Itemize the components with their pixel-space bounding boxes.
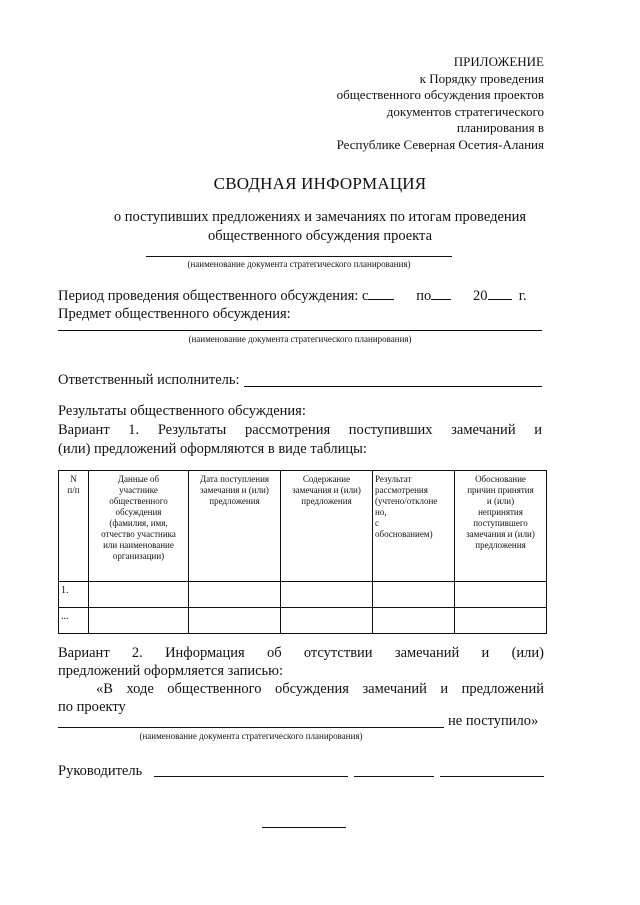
word: предложений bbox=[461, 681, 544, 697]
table-cell: 1. bbox=[59, 582, 89, 608]
word: поступивших bbox=[348, 422, 433, 438]
header-text: N п/п bbox=[67, 474, 80, 495]
period-to-label: по bbox=[416, 288, 432, 304]
bottom-separator bbox=[262, 827, 346, 828]
period-year-blank[interactable] bbox=[488, 299, 512, 300]
header-number bbox=[59, 471, 89, 582]
table-cell[interactable] bbox=[281, 608, 373, 634]
responsible-label: Ответственный исполнитель: bbox=[58, 372, 240, 388]
header-result bbox=[373, 471, 455, 582]
word: замечаний bbox=[362, 681, 427, 697]
head-label: Руководитель bbox=[58, 763, 143, 779]
subject-blank[interactable] bbox=[58, 330, 542, 331]
table-cell[interactable] bbox=[373, 608, 455, 634]
subtitle-line-1: о поступивших предложениях и замечаниях по итогам проведения bbox=[113, 209, 527, 225]
table-cell[interactable] bbox=[455, 608, 547, 634]
head-signature-blank[interactable] bbox=[354, 776, 434, 777]
table-row bbox=[59, 582, 547, 608]
results-label: Результаты общественного обсуждения: bbox=[58, 403, 306, 419]
appendix-line: планирования в bbox=[456, 120, 544, 136]
word: Вариант bbox=[58, 422, 110, 438]
period-year-label: 20 bbox=[473, 288, 488, 304]
period-to-blank[interactable] bbox=[431, 299, 451, 300]
document-title: СВОДНАЯ ИНФОРМАЦИЯ bbox=[213, 174, 427, 193]
period-from-blank[interactable] bbox=[368, 299, 394, 300]
word: Информация bbox=[165, 645, 245, 661]
document-subtitle bbox=[0, 208, 640, 246]
word: 2. bbox=[131, 645, 143, 661]
subject-caption: (наименование документа стратегического планирования) bbox=[188, 334, 412, 344]
table-cell: ... bbox=[59, 608, 89, 634]
table-cell[interactable] bbox=[373, 582, 455, 608]
subtitle-line-2: общественного обсуждения проекта bbox=[207, 228, 433, 244]
word: «В bbox=[96, 681, 113, 697]
word: (или) bbox=[511, 645, 544, 661]
table-cell[interactable] bbox=[89, 582, 189, 608]
results-table bbox=[58, 470, 547, 634]
no-comments-project-blank[interactable] bbox=[58, 727, 444, 728]
appendix-line: к Порядку проведения bbox=[419, 70, 544, 86]
table-cell[interactable] bbox=[281, 582, 373, 608]
head-date-blank[interactable] bbox=[440, 776, 544, 777]
head-name-blank[interactable] bbox=[154, 776, 348, 777]
word: обсуждения bbox=[274, 681, 349, 697]
header-text: Данные об участнике общественного обсуждения (фамилия, имя, отчество участника или наименование организации) bbox=[101, 474, 176, 561]
word: и bbox=[481, 645, 490, 661]
header-justification bbox=[455, 471, 547, 582]
variant2-quote-line2: по проекту bbox=[58, 699, 126, 715]
table-cell[interactable] bbox=[455, 582, 547, 608]
header-date bbox=[189, 471, 281, 582]
responsible-blank[interactable] bbox=[244, 386, 542, 387]
header-text: Содержание замечания и (или) предложения bbox=[292, 474, 361, 506]
table-cell[interactable] bbox=[189, 608, 281, 634]
table-row bbox=[59, 608, 547, 634]
table-cell[interactable] bbox=[189, 582, 281, 608]
table-cell[interactable] bbox=[89, 608, 189, 634]
appendix-line: ПРИЛОЖЕНИЕ bbox=[453, 54, 544, 69]
word: замечаний bbox=[394, 645, 460, 661]
table-header-row bbox=[59, 471, 547, 582]
variant1-line2: (или) предложений оформляются в виде таблицы: bbox=[58, 441, 367, 457]
subject-label: Предмет общественного обсуждения: bbox=[58, 306, 291, 322]
appendix-line: документов стратегического bbox=[386, 103, 544, 119]
word: рассмотрения bbox=[244, 422, 331, 438]
word: и bbox=[534, 422, 542, 438]
variant2-line1 bbox=[58, 644, 544, 663]
project-name-caption: (наименование документа стратегического планирования) bbox=[187, 259, 411, 269]
variant2-quote-line1 bbox=[96, 680, 544, 699]
variant2-line2: предложений оформляется записью: bbox=[58, 663, 284, 679]
word: 1. bbox=[128, 422, 140, 438]
header-content bbox=[281, 471, 373, 582]
header-text: Дата поступления замечания и (или) предложения bbox=[199, 474, 270, 506]
word: Результаты bbox=[157, 422, 227, 438]
period-label: Период проведения общественного обсуждения: с bbox=[58, 288, 369, 304]
period-line bbox=[58, 287, 527, 306]
appendix-line: общественного обсуждения проектов bbox=[336, 87, 544, 103]
header-participant bbox=[89, 471, 189, 582]
header-text: Обоснование причин принятия и (или) непринятия поступившего замечания и (или) предложения bbox=[466, 474, 535, 550]
appendix-line: Республике Северная Осетия-Алания bbox=[336, 136, 544, 152]
variant1-line1 bbox=[58, 421, 542, 440]
variant2-quote-end: не поступило» bbox=[448, 713, 539, 729]
word: ходе bbox=[126, 681, 154, 697]
word: и bbox=[440, 681, 449, 697]
appendix-block bbox=[337, 54, 544, 154]
project-name-blank[interactable] bbox=[146, 256, 452, 257]
word: общественного bbox=[167, 681, 262, 697]
word: замечаний bbox=[451, 422, 516, 438]
word: Вариант bbox=[58, 645, 110, 661]
header-text: Результат рассмотрения (учтено/отклоне но, с обоснованием) bbox=[375, 474, 438, 539]
word: отсутствии bbox=[303, 645, 373, 661]
no-comments-caption: (наименование документа стратегического планирования) bbox=[139, 731, 363, 741]
word: об bbox=[266, 645, 282, 661]
period-year-suffix: г. bbox=[518, 288, 527, 304]
